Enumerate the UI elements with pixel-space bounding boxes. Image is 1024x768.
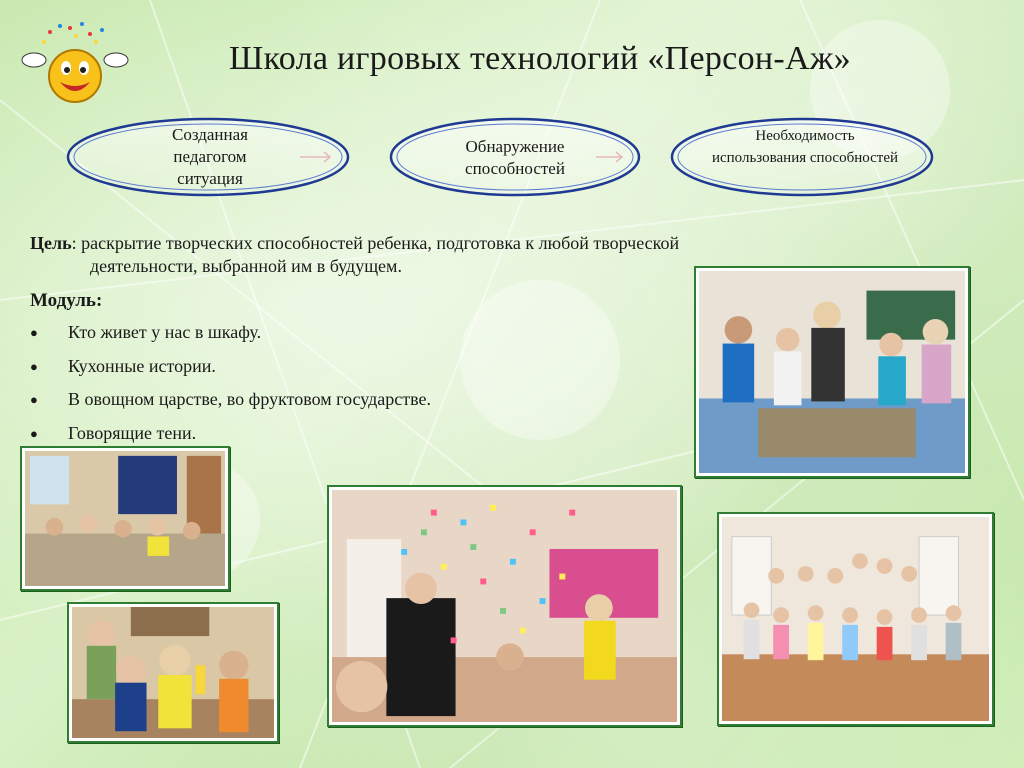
flow-label-3: Необходимость использования способностей [711,128,899,166]
bullet-icon: ● [30,358,38,374]
module-item: Кухонные истории. [68,355,216,376]
list-item [30,389,431,423]
list-item [30,356,431,390]
module-item: Говорящие тени. [68,422,197,443]
list-item [30,322,431,356]
module-item: Кто живет у нас в шкафу. [68,322,262,342]
flow-label-2: Обнаружение способностей [465,137,565,179]
goal-text: : раскрытие творческих способностей ребенка, подготовка к любой творческой [71,233,680,253]
photo-classroom-puppets [20,446,230,591]
photo-children-with-puppets [67,602,279,743]
goal-text-continued: деятельности, выбранной им в будущем. [90,256,402,277]
bullet-icon: ● [30,425,38,441]
module-item: В овощном царстве, во фруктовом государстве. [68,389,432,409]
bullet-icon: ● [30,325,38,340]
flow-label-1: Созданная педагогом ситуация [171,125,248,189]
goal-label: Цель [30,233,72,253]
bullet-icon: ● [30,392,38,407]
photo-group-children-hall [717,512,994,726]
module-heading: Модуль: [30,290,103,311]
photo-confetti-celebration [327,485,682,727]
slide-title: Школа игровых технологий «Персон-Аж» [229,40,851,77]
photo-children-crafting-table [694,266,970,478]
module-list [30,322,431,456]
